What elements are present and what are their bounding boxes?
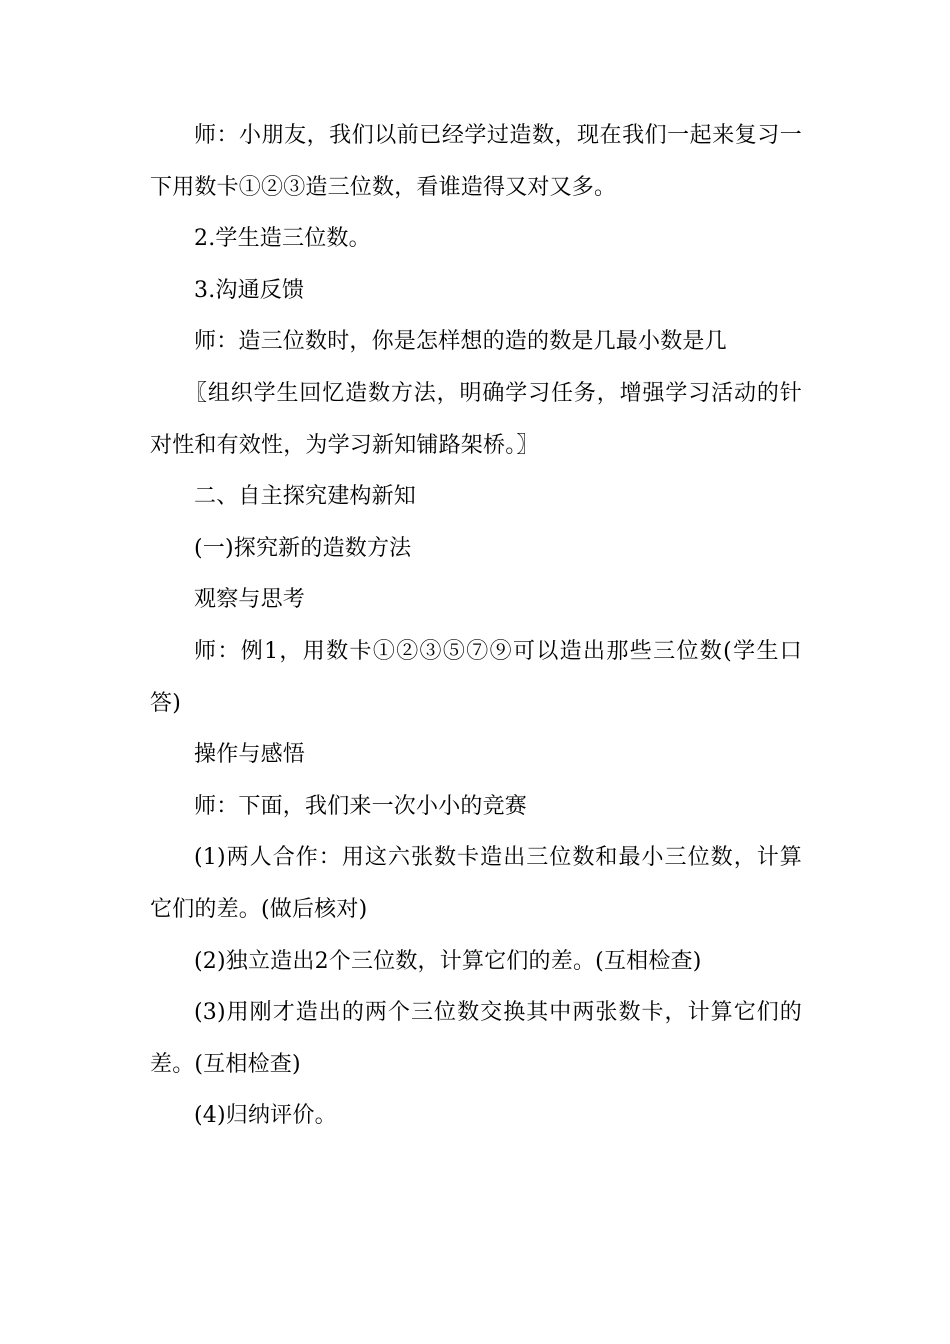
paragraph-teacher-review-intro: 师：小朋友，我们以前已经学过造数，现在我们一起来复习一下用数卡①②③造三位数，看谁造得又对又多。 — [150, 123, 802, 200]
paragraph-step-2: 2.学生造三位数。 — [194, 226, 371, 252]
paragraph-task-4: (4)归纳评价。 — [194, 1103, 337, 1129]
paragraph-teacher-question: 师：造三位数时，你是怎样想的造的数是几最小数是几 — [194, 329, 727, 355]
paragraph-observe-think: 观察与思考 — [194, 587, 306, 613]
paragraph-task-1: (1)两人合作：用这六张数卡造出三位数和最小三位数，计算它们的差。(做后核对) — [150, 845, 802, 922]
paragraph-task-3: (3)用刚才造出的两个三位数交换其中两张数卡，计算它们的差。(互相检查) — [150, 1000, 802, 1077]
paragraph-operate-feel: 操作与感悟 — [194, 742, 306, 768]
paragraph-teacher-contest: 师：下面，我们来一次小小的竞赛 — [194, 793, 528, 819]
subsection-heading-1: (一)探究新的造数方法 — [194, 535, 412, 561]
paragraph-step-3: 3.沟通反馈 — [194, 277, 305, 303]
paragraph-example-1: 师：例1，用数卡①②③⑤⑦⑨可以造出那些三位数(学生口答) — [150, 638, 802, 716]
document-body — [150, 110, 802, 1142]
section-heading-2: 二、自主探究建构新知 — [194, 484, 417, 510]
paragraph-task-2: (2)独立造出2个三位数，计算它们的差。(互相检查) — [194, 948, 702, 974]
paragraph-design-note: 〖组织学生回忆造数方法，明确学习任务，增强学习活动的针对性和有效性，为学习新知铺路架桥。〗 — [150, 380, 802, 458]
